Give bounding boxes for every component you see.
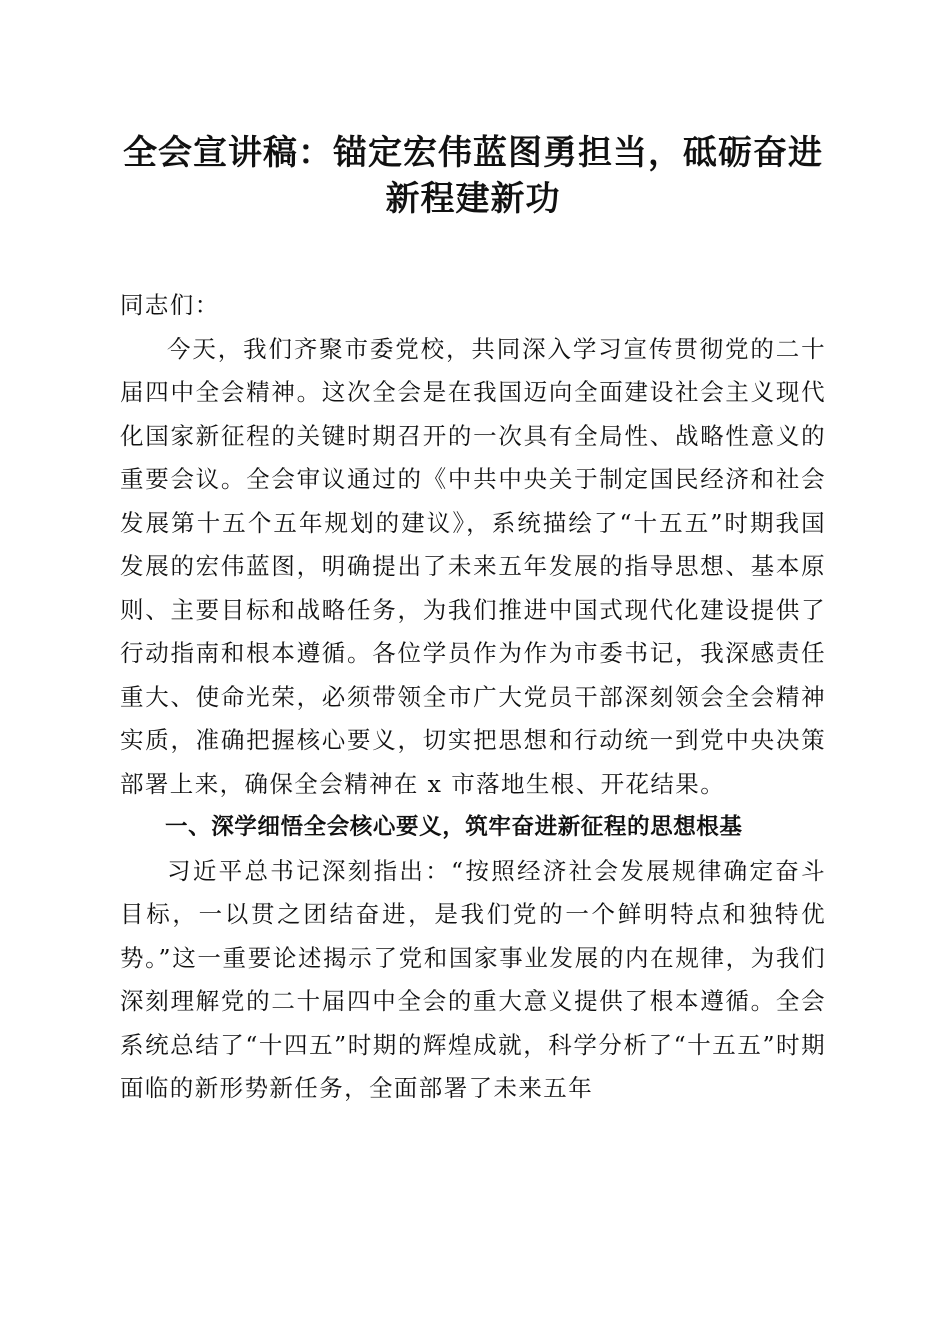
section-heading-1: 一、深学细悟全会核心要义，筑牢奋进新征程的思想根基: [165, 814, 743, 840]
intro-paragraph: 今天，我们齐聚市委党校，共同深入学习宣传贯彻党的二十届四中全会精神。这次全会是在我国迈向全面建设社会主义现代化国家新征程的关键时期召开的一次具有全局性、战略性意义的重要会议。全会审议通过的《中共中央关于制定国民经济和社会发展第十五个五年规划的建议》，系统描绘了“十五五”时期我国发展的宏伟蓝图，明确提出了未来五年发展的指导思想、基本原则、主要目标和战略任务，为我们推进中国式现代化建设提供了行动指南和根本遵循。各位学员作为作为市委书记，我深感责任重大、使命光荣，必须带领全市广大党员干部深刻领会全会精神实质，准确把握核心要义，切实把思想和行动统一到党中央决策部署上来，确保全会精神在 x 市落地生根、开花结果。: [120, 334, 826, 798]
section-1-paragraph: 习近平总书记深刻指出：“按照经济社会发展规律确定奋斗目标，一以贯之团结奋进，是我们党的一个鲜明特点和独特优势。”这一重要论述揭示了党和国家事业发展的内在规律，为我们深刻理解党的二十届四中全会的重大意义提供了根本遵循。全会系统总结了“十四五”时期的辉煌成就，科学分析了“十五五”时期面临的新形势新任务，全面部署了未来五年: [120, 856, 826, 1102]
title-line-1: 全会宣讲稿：锚定宏伟蓝图勇担当，砥砺奋进: [123, 133, 823, 173]
salutation: 同志们：: [120, 291, 220, 319]
title-line-2: 新程建新功: [385, 179, 561, 219]
title-spacer: [120, 222, 826, 284]
document-title: [120, 130, 826, 222]
document-page: [120, 130, 826, 1111]
document-body: [120, 284, 826, 1111]
